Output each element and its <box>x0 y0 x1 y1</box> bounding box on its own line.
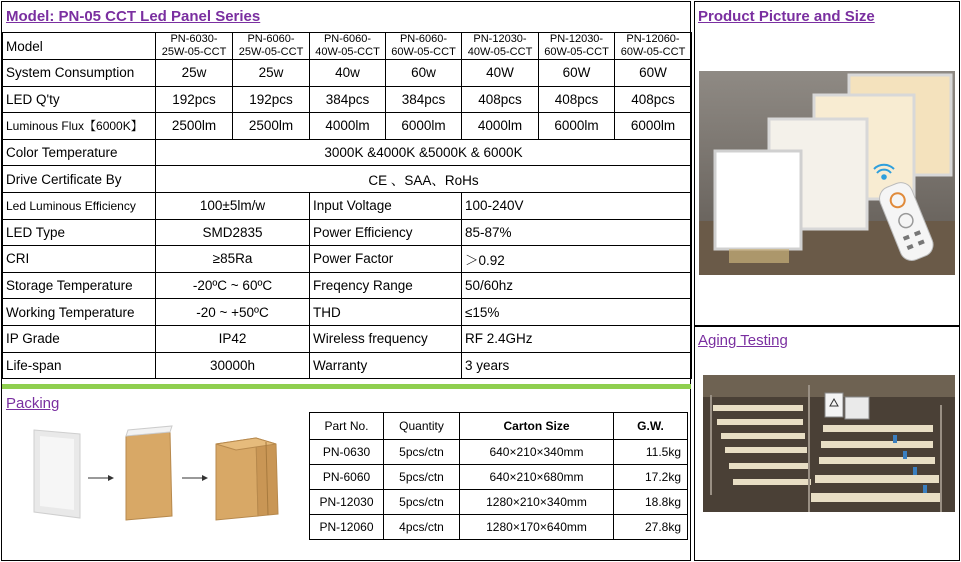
spec-value: 2500lm <box>156 113 233 140</box>
row-label: Color Temperature <box>3 139 156 166</box>
spec-value: 50/60hz <box>462 272 692 299</box>
packing-cell: PN-12060 <box>310 515 384 540</box>
spec-value: 408pcs <box>615 86 692 113</box>
product-picture-title: Product Picture and Size <box>698 8 875 25</box>
spec-row-model <box>3 33 692 60</box>
spec-value: 408pcs <box>462 86 539 113</box>
spec-value: 4000lm <box>462 113 539 140</box>
packing-cell: PN-0630 <box>310 440 384 465</box>
model-cell-7: PN-12060- 60W-05-CCT <box>615 33 692 60</box>
packing-row <box>310 440 688 465</box>
spec-value: 40w <box>310 60 386 87</box>
row-label: Drive Certificate By <box>3 166 156 193</box>
packing-row <box>310 515 688 540</box>
spec-value: -20ºC ~ 60ºC <box>156 272 310 299</box>
packing-cell: 5pcs/ctn <box>384 440 460 465</box>
row-label: Led Luminous Efficiency <box>3 192 156 219</box>
spec-value: 60W <box>539 60 615 87</box>
row-label: CRI <box>3 246 156 273</box>
spec-value: 3 years <box>462 352 692 379</box>
spec-value: SMD2835 <box>156 219 310 246</box>
spec-value: 30000h <box>156 352 310 379</box>
spec-value: 384pcs <box>310 86 386 113</box>
spec-row-color-temperature <box>3 139 692 166</box>
row-label: Freqency Range <box>310 272 462 299</box>
row-label: Life-span <box>3 352 156 379</box>
arrow-right-icon <box>182 475 208 481</box>
packing-cell: 5pcs/ctn <box>384 490 460 515</box>
spec-value: ≥85Ra <box>156 246 310 273</box>
spec-value: 3000K &4000K &5000K & 6000K <box>156 139 692 166</box>
spec-value: 408pcs <box>539 86 615 113</box>
packing-cell: 640×210×680mm <box>460 465 614 490</box>
product-photo <box>699 71 955 275</box>
spec-value: 85-87% <box>462 219 692 246</box>
row-label: THD <box>310 299 462 326</box>
spec-value: 60w <box>386 60 462 87</box>
header-cell: Quantity <box>384 413 460 440</box>
model-cell-2: PN-6060- 25W-05-CCT <box>233 33 310 60</box>
row-label: Luminous Flux【6000K】 <box>3 113 156 140</box>
row-label: LED Type <box>3 219 156 246</box>
arrow-right-icon <box>88 475 114 481</box>
model-cell-4: PN-6060- 60W-05-CCT <box>386 33 462 60</box>
spec-value: 192pcs <box>156 86 233 113</box>
section-divider <box>2 384 691 389</box>
spec-value: 192pcs <box>233 86 310 113</box>
row-label: Storage Temperature <box>3 272 156 299</box>
header-cell: G.W. <box>614 413 688 440</box>
model-cell-1: PN-6030- 25W-05-CCT <box>156 33 233 60</box>
packing-illustration <box>22 422 284 522</box>
model-cell-5: PN-12030- 40W-05-CCT <box>462 33 539 60</box>
row-label: Power Factor <box>310 246 462 273</box>
spec-row-pair <box>3 299 692 326</box>
spec-value: 4000lm <box>310 113 386 140</box>
model-cell-3: PN-6060- 40W-05-CCT <box>310 33 386 60</box>
packing-row <box>310 465 688 490</box>
spec-row-pair <box>3 325 692 352</box>
spec-sheet-panel <box>1 1 691 561</box>
spec-value: 2500lm <box>233 113 310 140</box>
row-label: Wireless frequency <box>310 325 462 352</box>
packing-cell: 5pcs/ctn <box>384 465 460 490</box>
spec-value: IP42 <box>156 325 310 352</box>
spec-value: 100±5lm/w <box>156 192 310 219</box>
spec-row-consumption <box>3 60 692 87</box>
model-cell-6: PN-12030- 60W-05-CCT <box>539 33 615 60</box>
packing-cell: 27.8kg <box>614 515 688 540</box>
spec-value: ≤15% <box>462 299 692 326</box>
row-label: IP Grade <box>3 325 156 352</box>
spec-value: ＞0.92 <box>462 246 692 273</box>
carton-closed-image <box>216 438 278 520</box>
spec-value: RF 2.4GHz <box>462 325 692 352</box>
row-label: Power Efficiency <box>310 219 462 246</box>
carton-open-image <box>126 426 172 520</box>
spec-row-pair <box>3 246 692 273</box>
packing-cell: PN-12030 <box>310 490 384 515</box>
spec-value: 6000lm <box>615 113 692 140</box>
spec-row-pair <box>3 219 692 246</box>
panel-image <box>34 430 80 518</box>
aging-testing-photo <box>703 375 955 512</box>
packing-cell: 4pcs/ctn <box>384 515 460 540</box>
spec-row-pair <box>3 192 692 219</box>
product-picture-panel <box>694 1 960 326</box>
aging-testing-panel <box>694 326 960 561</box>
spec-row-drive-certificate <box>3 166 692 193</box>
spec-value: CE 、SAA、RoHs <box>156 166 692 193</box>
spec-row-pair <box>3 272 692 299</box>
aging-testing-title: Aging Testing <box>698 332 788 349</box>
packing-cell: 11.5kg <box>614 440 688 465</box>
spec-row-luminous-flux <box>3 113 692 140</box>
row-label: Working Temperature <box>3 299 156 326</box>
packing-cell: 18.8kg <box>614 490 688 515</box>
spec-value: 6000lm <box>386 113 462 140</box>
packing-table <box>309 412 688 540</box>
model-label: Model <box>3 33 156 60</box>
spec-value: -20 ~ +50ºC <box>156 299 310 326</box>
spec-value: 6000lm <box>539 113 615 140</box>
packing-row <box>310 490 688 515</box>
packing-cell: 1280×170×640mm <box>460 515 614 540</box>
header-cell: Part No. <box>310 413 384 440</box>
spec-row-pair <box>3 352 692 379</box>
spec-value: 25w <box>156 60 233 87</box>
header-cell: Carton Size <box>460 413 614 440</box>
packing-cell: 1280×210×340mm <box>460 490 614 515</box>
row-label: System Consumption <box>3 60 156 87</box>
spec-table <box>2 32 692 379</box>
page-title: Model: PN-05 CCT Led Panel Series <box>6 8 261 25</box>
spec-value: 40W <box>462 60 539 87</box>
spec-value: 100-240V <box>462 192 692 219</box>
row-label: LED Q'ty <box>3 86 156 113</box>
row-label: Input Voltage <box>310 192 462 219</box>
packing-cell: 640×210×340mm <box>460 440 614 465</box>
packing-title: Packing <box>6 395 60 412</box>
packing-cell: PN-6060 <box>310 465 384 490</box>
spec-value: 60W <box>615 60 692 87</box>
packing-header-row <box>310 413 688 440</box>
spec-value: 25w <box>233 60 310 87</box>
spec-value: 384pcs <box>386 86 462 113</box>
row-label: Warranty <box>310 352 462 379</box>
spec-row-led-qty <box>3 86 692 113</box>
packing-cell: 17.2kg <box>614 465 688 490</box>
